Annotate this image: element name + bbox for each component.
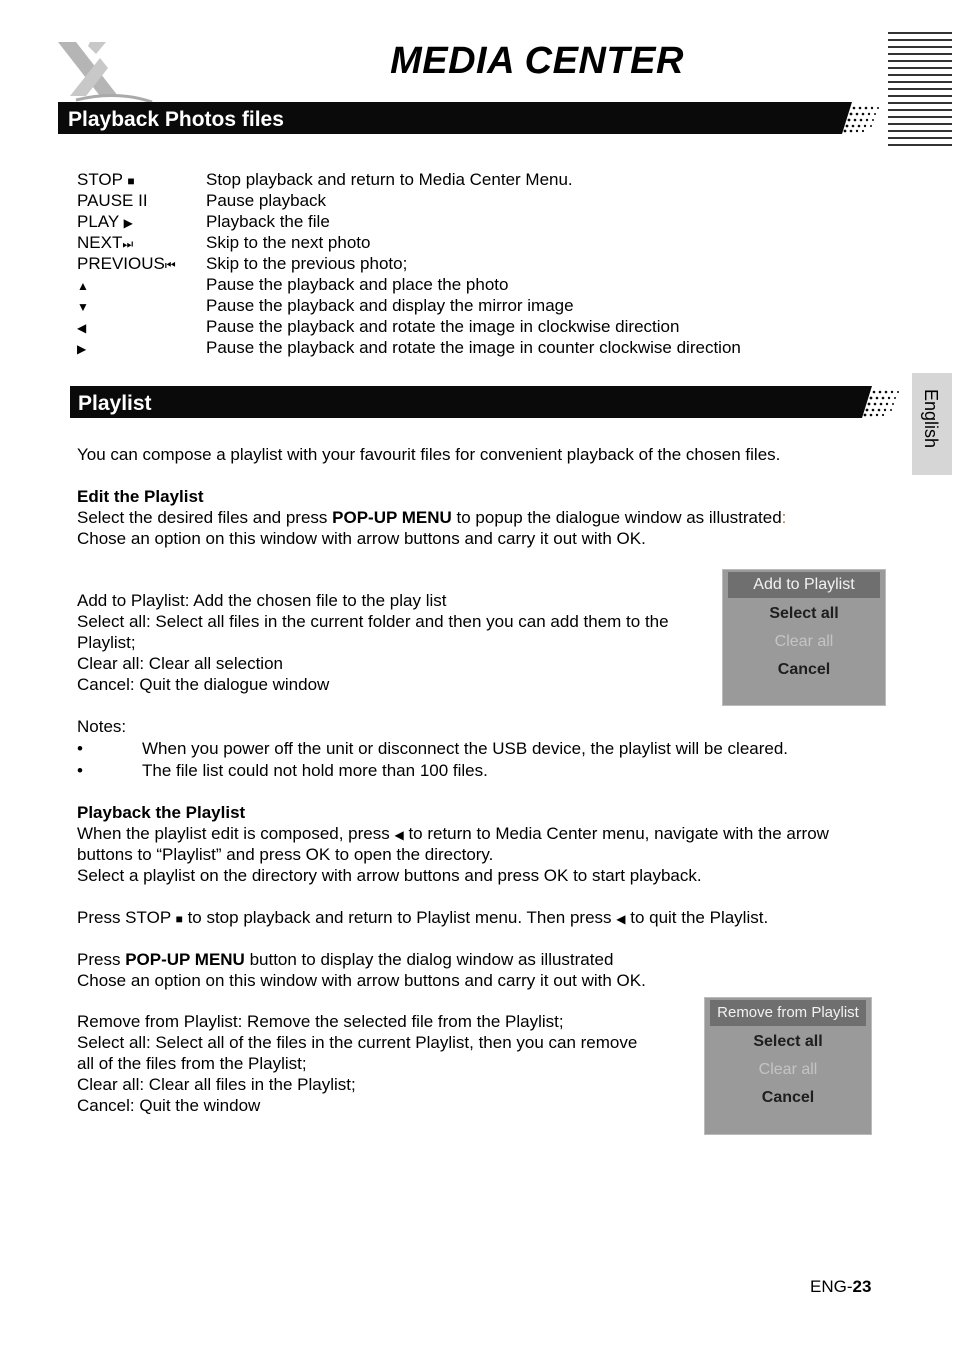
- desc-stop: Stop playback and return to Media Center Menu.: [206, 170, 573, 189]
- remove-option-line: Remove from Playlist: Remove the selected file from the Playlist;: [77, 1012, 564, 1031]
- popup-option-clear-all: Clear all: [758, 1061, 818, 1078]
- stop-line: Press STOP ■ to stop playback and return to Playlist menu. Then press ◀ to quit the Playlist.: [77, 908, 769, 927]
- popup-instruction-line-2: Chose an option on this window with arrow buttons and carry it out with OK.: [77, 971, 646, 990]
- desc-right: Pause the playback and rotate the image in counter clockwise direction: [206, 338, 741, 357]
- popup-header: Remove from Playlist: [710, 1000, 866, 1026]
- desc-next: Skip to the next photo: [206, 233, 371, 252]
- arrow-right-icon: ▶: [77, 342, 87, 356]
- edit-line-2: Chose an option on this window with arrow buttons and carry it out with OK.: [77, 529, 646, 548]
- edit-line-1: Select the desired files and press POP-UP MENU to popup the dialogue window as illustrated:: [77, 508, 787, 527]
- key-left: [77, 316, 86, 339]
- notes-label: Notes:: [77, 717, 127, 736]
- key-up: [77, 274, 89, 297]
- remove-option-line: all of the files from the Playlist;: [77, 1054, 307, 1073]
- language-tab: English: [912, 373, 952, 475]
- desc-previous: Skip to the previous photo;: [206, 254, 408, 273]
- popup-option-cancel: Cancel: [777, 661, 831, 678]
- remove-option-line: Select all: Select all of the files in the current Playlist, then you can remove: [77, 1033, 638, 1052]
- key-down: [77, 295, 89, 318]
- key-next: NEXT⏭: [77, 233, 134, 252]
- section-bar-playback-photos: [58, 102, 882, 134]
- dot-pattern-icon: [858, 386, 902, 418]
- section-title: Playback Photos files: [68, 108, 284, 131]
- key-pause: PAUSE II: [77, 191, 148, 210]
- edit-heading: Edit the Playlist: [77, 487, 204, 506]
- arrow-left-icon: ◀: [616, 912, 626, 926]
- bullet: •: [77, 739, 83, 758]
- key-stop: STOP ■: [77, 170, 135, 189]
- decorative-stripes: [888, 32, 952, 158]
- arrow-left-icon: ◀: [394, 828, 404, 842]
- stop-icon: ■: [175, 912, 183, 926]
- desc-left: Pause the playback and rotate the image in clockwise direction: [206, 317, 680, 336]
- section-title: Playlist: [78, 392, 152, 415]
- note-item: When you power off the unit or disconnect the USB device, the playlist will be cleared.: [142, 739, 789, 758]
- option-line: Playlist;: [77, 633, 136, 652]
- page-number: ENG-23: [810, 1277, 872, 1296]
- desc-pause: Pause playback: [206, 191, 327, 210]
- popup-option-select-all: Select all: [769, 605, 839, 622]
- popup-option-clear-all: Clear all: [774, 633, 834, 650]
- page-title: MEDIA CENTER: [390, 40, 684, 82]
- desc-play: Playback the file: [206, 212, 330, 231]
- remove-option-line: Clear all: Clear all files in the Playlist;: [77, 1075, 356, 1094]
- playback-line-2: buttons to “Playlist” and press OK to open the directory.: [77, 845, 494, 864]
- popup-add-to-playlist: [722, 569, 886, 706]
- arrow-up-icon: ▲: [77, 279, 89, 293]
- desc-down: Pause the playback and display the mirror image: [206, 296, 574, 315]
- section-bar-playlist: [70, 386, 902, 418]
- option-line: Cancel: Quit the dialogue window: [77, 675, 330, 694]
- playback-line-1: When the playlist edit is composed, press ◀ to return to Media Center menu, navigate with the arrow: [77, 824, 829, 843]
- dot-pattern-icon: [838, 102, 882, 134]
- key-right: [77, 337, 86, 360]
- key-previous: PREVIOUS⏮: [77, 254, 176, 273]
- option-line: Select all: Select all files in the current folder and then you can add them to the: [77, 612, 669, 631]
- popup-option-select-all: Select all: [753, 1033, 823, 1050]
- arrow-left-icon: ◀: [77, 321, 87, 335]
- popup-option-cancel: Cancel: [761, 1089, 815, 1106]
- key-play: PLAY ▶: [77, 212, 133, 231]
- playback-line-3: Select a playlist on the directory with arrow buttons and press OK to start playback.: [77, 866, 702, 885]
- popup-instruction-line-1: Press POP-UP MENU button to display the dialog window as illustrated: [77, 950, 614, 969]
- desc-up: Pause the playback and place the photo: [206, 275, 509, 294]
- arrow-down-icon: ▼: [77, 300, 89, 314]
- option-line: Clear all: Clear all selection: [77, 654, 283, 673]
- playback-heading: Playback the Playlist: [77, 803, 246, 822]
- popup-header: Add to Playlist: [728, 572, 880, 598]
- note-item: The file list could not hold more than 100 files.: [142, 761, 488, 780]
- playlist-intro: You can compose a playlist with your favourit files for convenient playback of the chosen files.: [77, 445, 781, 464]
- popup-remove-from-playlist: [704, 997, 872, 1135]
- bullet: •: [77, 761, 83, 780]
- remove-option-line: Cancel: Quit the window: [77, 1096, 261, 1115]
- option-line: Add to Playlist: Add the chosen file to the play list: [77, 591, 447, 610]
